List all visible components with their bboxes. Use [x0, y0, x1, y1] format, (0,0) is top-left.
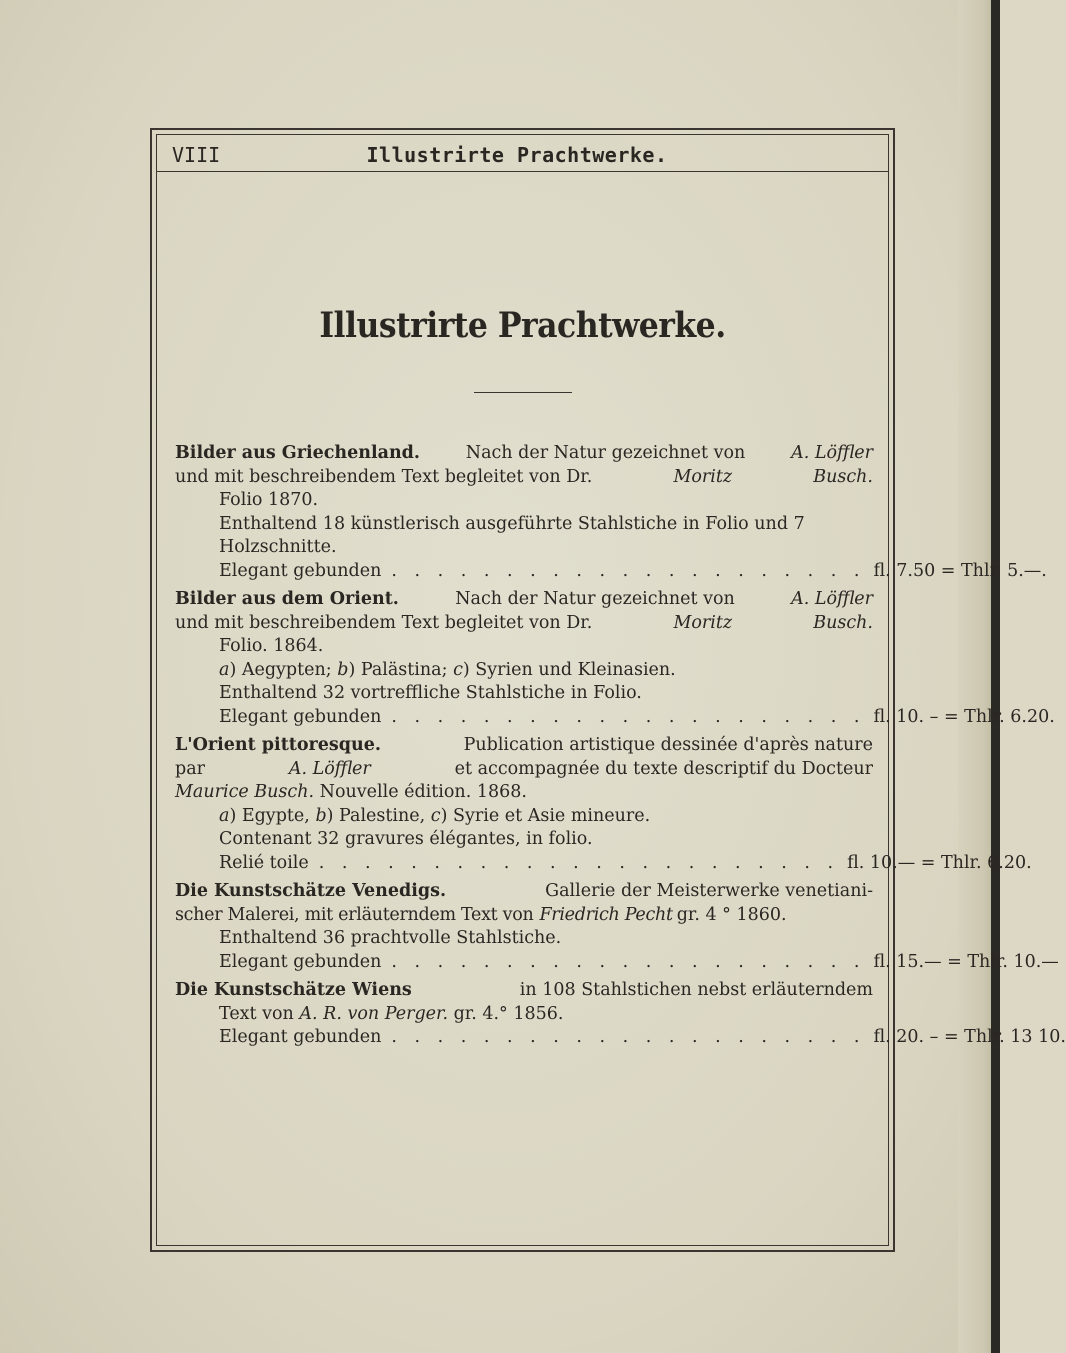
entry-text: Nach der Natur gezeichnet von — [455, 589, 735, 609]
entry-contents: Enthaltend 36 prachtvolle Stahlstiche. — [219, 928, 562, 948]
entry-author: A. Löffler — [791, 443, 873, 463]
entry-author: Friedrich Pecht — [539, 904, 673, 925]
running-title: Illustrirte Prachtwerke. — [366, 143, 668, 167]
entry-price-line — [175, 1026, 1066, 1050]
entry-binding: Relié toile — [219, 852, 309, 873]
part-text: ) Syrie et Asie mineure. — [440, 805, 651, 826]
entry-price: fl. 10.— = Thlr. 6.20. — [847, 852, 1032, 873]
entry-text: und mit beschreibendem Text begleitet von Dr. — [175, 466, 593, 487]
catalog-entries — [175, 442, 1066, 1055]
entry-price: fl. 15.— = Thlr. 10.— — [873, 951, 1059, 972]
entry-title: Die Kunstschätze Venedigs. — [175, 881, 447, 901]
entry-text: Text von — [219, 1003, 294, 1024]
entry-text: et accompagnée du texte descriptif du Docteur — [454, 758, 873, 779]
entry-line — [175, 612, 873, 636]
entry-parts — [175, 659, 873, 683]
entry-format: gr. 4.° 1856. — [453, 1003, 564, 1024]
part-text: ) Palestine, — [326, 805, 426, 826]
entry-author: A. Löffler — [288, 758, 371, 779]
page-number: VIII — [172, 143, 221, 167]
catalog-entry — [175, 880, 1059, 974]
entry-text: Publication artistique dessinée d'après nature — [463, 735, 873, 755]
entry-author: Moritz — [673, 466, 733, 487]
entry-author: Moritz — [673, 612, 733, 633]
catalog-entry — [175, 734, 1032, 875]
entry-text: und mit beschreibendem Text begleitet von Dr. — [175, 612, 593, 633]
leader-dots: . . . . . . . . . . . . . . . . . . . . . — [391, 560, 866, 581]
entry-line — [175, 758, 873, 782]
leader-dots: . . . . . . . . . . . . . . . . . . . . . — [391, 1027, 866, 1047]
page-title: Illustrirte Prachtwerke. — [319, 305, 726, 346]
part-text: ) Palästina; — [348, 659, 448, 680]
leader-dots: . . . . . . . . . . . . . . . . . . . . . — [391, 706, 866, 727]
entry-line — [175, 880, 873, 904]
entry-text: Nach der Natur gezeichnet von — [465, 443, 746, 463]
entry-text: Gallerie der Meisterwerke venetiani- — [545, 881, 873, 901]
part-letter: c — [453, 659, 463, 680]
entry-line — [175, 442, 873, 466]
entry-line — [175, 734, 873, 758]
entry-author: Maurice Busch. — [175, 782, 315, 802]
entry-author: A. Löffler — [791, 589, 873, 609]
entry-binding: Elegant gebunden — [219, 951, 382, 972]
entry-author: A. R. von Perger. — [299, 1003, 449, 1024]
catalog-entry — [175, 588, 1055, 729]
entry-binding: Elegant gebunden — [219, 1027, 382, 1047]
part-letter: a — [219, 659, 230, 680]
entry-parts — [175, 805, 873, 829]
entry-price: fl. 7.50 = Thlr. 5.—. — [873, 560, 1047, 581]
entry-line — [175, 979, 873, 1003]
entry-text: in 108 Stahlstichen nebst erläuterndem — [519, 980, 873, 1000]
entry-title: L'Orient pittoresque. — [175, 735, 381, 755]
entry-format: Folio 1870. — [219, 490, 319, 510]
part-letter: b — [315, 805, 327, 826]
entry-line — [175, 781, 873, 805]
part-text: ) Aegypten; — [229, 659, 332, 680]
entry-contents: Enthaltend 32 vortreffliche Stahlstiche in Folio. — [219, 683, 642, 703]
entry-title: Die Kunstschätze Wiens — [175, 980, 412, 1000]
entry-text: scher Malerei, mit erläuterndem Text von — [175, 904, 534, 925]
header-rule — [156, 171, 889, 172]
part-letter: a — [219, 805, 230, 826]
entry-text: par — [175, 758, 206, 779]
running-head — [172, 140, 872, 170]
part-text: ) Syrien und Kleinasien. — [462, 659, 676, 680]
entry-title: Bilder aus Griechenland. — [175, 443, 420, 463]
entry-format: gr. 4 ° 1860. — [676, 904, 787, 925]
entry-price: fl. 10. – = Thlr. 6.20. — [873, 706, 1055, 727]
entry-price-line — [175, 951, 1059, 975]
catalog-entry — [175, 442, 1047, 583]
binding-strip — [991, 0, 1000, 1353]
entry-contents: Contenant 32 gravures élégantes, in folio. — [219, 829, 593, 849]
part-text: ) Egypte, — [229, 805, 310, 826]
entry-line — [175, 466, 873, 490]
entry-author: Busch. — [813, 466, 873, 487]
entry-price-line — [175, 706, 1055, 730]
entry-price-line — [175, 560, 1047, 584]
entry-line — [175, 588, 873, 612]
catalog-entry — [175, 979, 1066, 1050]
entry-text: Nouvelle édition. 1868. — [319, 782, 527, 802]
entry-format: Folio. 1864. — [219, 636, 324, 656]
entry-author: Busch. — [813, 612, 873, 633]
entry-price: fl. 20. – = Thlr. 13 10. — [873, 1027, 1066, 1047]
entry-binding: Elegant gebunden — [219, 706, 382, 727]
entry-binding: Elegant gebunden — [219, 560, 382, 581]
entry-line — [175, 1003, 873, 1027]
entry-price-line — [175, 852, 1032, 876]
title-rule — [474, 392, 572, 393]
entry-contents: Holzschnitte. — [219, 537, 337, 557]
entry-contents: Enthaltend 18 künstlerisch ausgeführte Stahlstiche in Folio und 7 — [219, 513, 805, 534]
entry-title: Bilder aus dem Orient. — [175, 589, 399, 609]
part-letter: c — [430, 805, 441, 826]
entry-line — [175, 904, 873, 928]
leader-dots: . . . . . . . . . . . . . . . . . . . . . . . — [318, 852, 840, 873]
leader-dots: . . . . . . . . . . . . . . . . . . . . . — [391, 951, 866, 972]
part-letter: b — [337, 659, 349, 680]
